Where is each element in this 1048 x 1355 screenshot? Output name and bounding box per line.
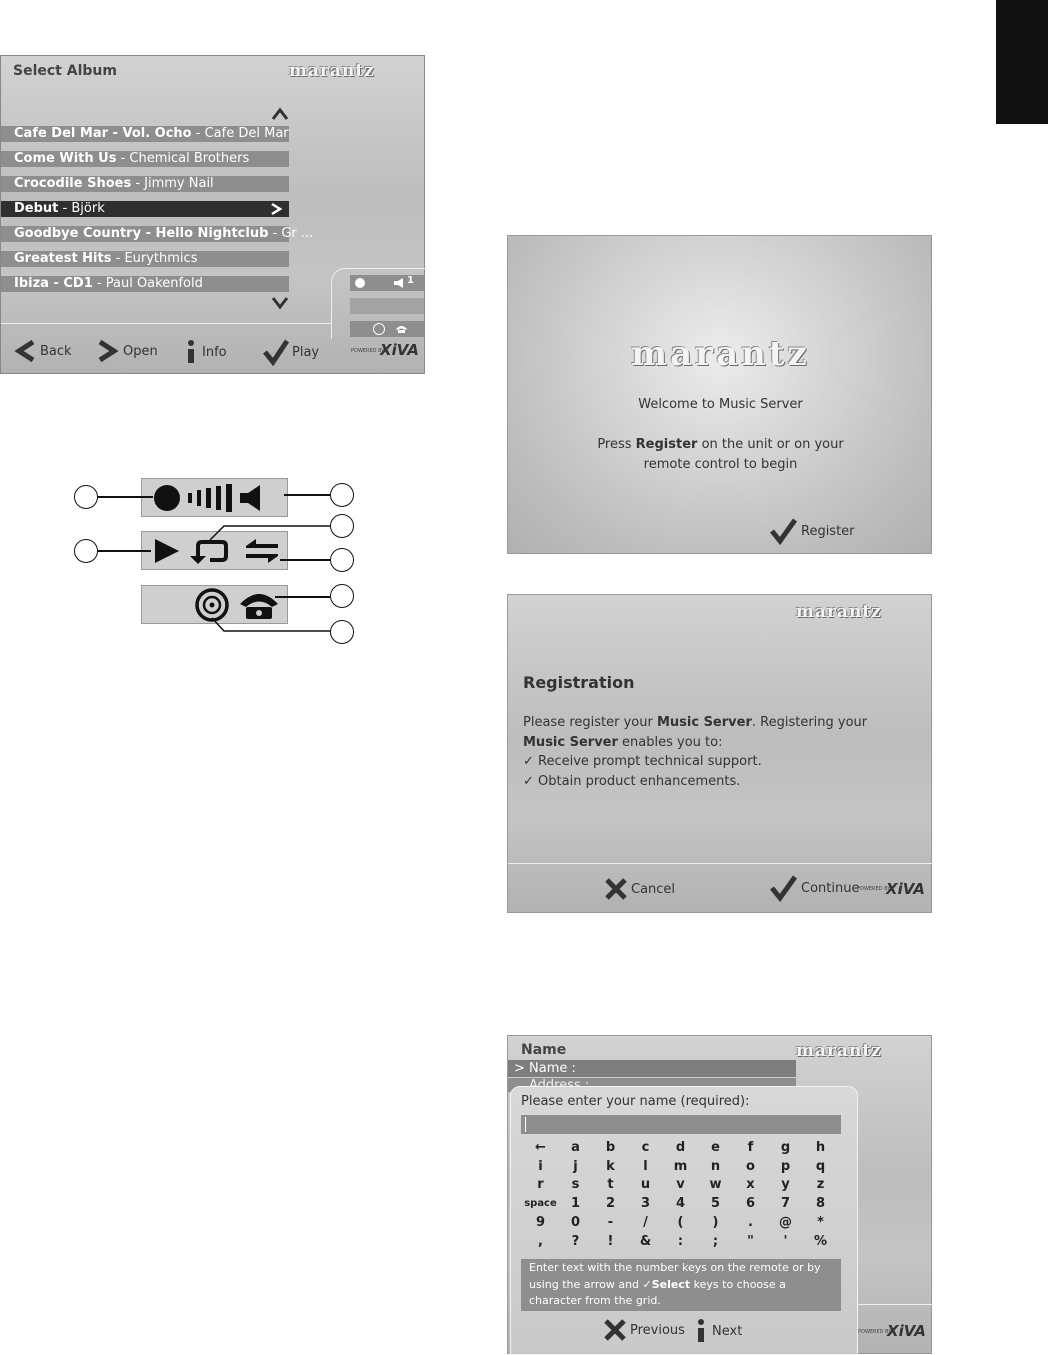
album-list-item[interactable]: Goodbye Country - Hello Nightclub - Gr ... [1, 226, 289, 242]
marantz-logo: marantz [796, 1041, 882, 1061]
key-character[interactable]: s [571, 1177, 580, 1192]
dialog-prompt: Please enter your name (required): [521, 1094, 750, 1109]
key-character[interactable]: x [746, 1177, 755, 1192]
selected-chevron-icon: > [514, 1061, 530, 1076]
instruction-line-2: remote control to begin [643, 457, 798, 472]
selected-chevron-right-icon [269, 203, 283, 215]
cross-icon [603, 1318, 627, 1342]
instruction-line: Press Register on the unit or on your [597, 437, 844, 452]
key-character[interactable]: q [815, 1159, 826, 1174]
open-arrow-icon [96, 339, 120, 363]
callout-line [280, 559, 330, 561]
keyboard-dialog [510, 1086, 858, 1355]
status-bar-playback [350, 275, 424, 291]
key-character[interactable]: , [538, 1234, 543, 1249]
menu-item-name[interactable]: > Name : [508, 1060, 796, 1077]
key-character[interactable]: 9 [535, 1215, 546, 1230]
key-character[interactable]: z [816, 1177, 825, 1192]
next-softkey[interactable]: Next [693, 1318, 742, 1344]
key-character[interactable]: c [641, 1140, 650, 1155]
key-character[interactable]: " [747, 1234, 754, 1249]
benefit-item: ✓ Obtain product enhancements. [523, 774, 741, 789]
album-list-item[interactable]: Crocodile Shoes - Jimmy Nail [1, 176, 289, 192]
album-list-item-selected[interactable]: Debut - Björk [1, 201, 289, 217]
select-check-icon: ✓ [642, 1277, 652, 1291]
xiva-logo: XiVA [380, 341, 419, 359]
key-character[interactable]: h [815, 1140, 826, 1155]
key-character[interactable]: e [711, 1140, 720, 1155]
status-bar-system [350, 321, 424, 337]
album-list-item[interactable]: Come With Us - Chemical Brothers [1, 151, 289, 167]
softkey-divider [858, 1304, 933, 1305]
key-character[interactable]: u [640, 1177, 651, 1192]
open-softkey[interactable]: Open [96, 339, 158, 363]
checkmark-icon [770, 518, 798, 544]
scroll-up-icon[interactable] [271, 107, 289, 121]
cancel-softkey[interactable]: Cancel [604, 877, 675, 901]
registration-screen [507, 594, 932, 913]
xiva-logo: XiVA [886, 880, 925, 898]
powered-by-label: POWERED BY [858, 1329, 892, 1335]
key-character[interactable]: w [709, 1177, 722, 1192]
key-character[interactable]: j [573, 1159, 578, 1174]
key-character[interactable]: a [571, 1140, 580, 1155]
status-bar-empty [350, 298, 424, 314]
key-character[interactable]: . [748, 1215, 753, 1230]
key-character[interactable]: ) [712, 1215, 719, 1230]
key-space[interactable]: space [524, 1198, 557, 1209]
callout-circle [330, 584, 354, 608]
checkmark-icon [770, 875, 798, 901]
key-character[interactable]: & [639, 1234, 652, 1249]
disc-icon [373, 323, 385, 335]
key-character[interactable]: i [538, 1159, 543, 1174]
marantz-logo-large: marantz [631, 334, 810, 374]
key-character[interactable]: t [607, 1177, 614, 1192]
continue-softkey[interactable]: Continue [770, 875, 859, 901]
play-softkey[interactable]: Play [263, 339, 319, 365]
callout-line [284, 494, 330, 496]
callout-circle [330, 514, 354, 538]
powered-by-label: POWERED BY [857, 886, 891, 892]
xiva-logo: XiVA [887, 1322, 926, 1340]
key-character[interactable]: 0 [570, 1215, 581, 1230]
key-character[interactable]: ? [571, 1234, 580, 1249]
key-character[interactable]: v [676, 1177, 685, 1192]
callout-line [98, 550, 151, 552]
key-character[interactable]: 5 [710, 1196, 721, 1211]
key-character[interactable]: 3 [640, 1196, 651, 1211]
key-character[interactable]: m [673, 1159, 688, 1174]
help-text-box: Enter text with the number keys on the remote or by using the arrow and ✓Select keys to choose a character from the grid. [521, 1259, 841, 1311]
previous-softkey[interactable]: Previous [603, 1318, 685, 1342]
benefit-item: ✓ Receive prompt technical support. [523, 754, 762, 769]
page-title: Registration [523, 673, 635, 692]
key-character[interactable]: g [780, 1140, 791, 1155]
callout-circle [330, 548, 354, 572]
key-character[interactable]: 6 [745, 1196, 756, 1211]
back-arrow-icon [13, 339, 37, 363]
callout-circle [74, 539, 98, 563]
softkey-divider [508, 863, 933, 864]
description-line-2: Music Server enables you to: [523, 735, 723, 750]
info-icon [183, 339, 199, 365]
key-character[interactable]: : [677, 1234, 684, 1249]
callout-circle [330, 620, 354, 644]
album-screen [0, 55, 425, 374]
key-character[interactable]: 1 [570, 1196, 581, 1211]
powered-by-label: POWERED BY [351, 348, 385, 354]
key-character[interactable]: 8 [815, 1196, 826, 1211]
key-character[interactable]: ; [712, 1234, 719, 1249]
name-entry-screen [507, 1035, 932, 1354]
key-character[interactable]: b [605, 1140, 616, 1155]
cross-icon [604, 877, 628, 901]
speaker-icon [394, 278, 406, 288]
callout-circle [74, 485, 98, 509]
key-character[interactable]: n [710, 1159, 721, 1174]
callout-line [200, 520, 332, 544]
key-character[interactable]: / [643, 1215, 648, 1230]
checkmark-icon [263, 339, 289, 365]
key-character[interactable]: * [817, 1215, 824, 1230]
key-character[interactable]: p [780, 1159, 791, 1174]
key-character[interactable]: r [537, 1177, 544, 1192]
section-tab [996, 0, 1048, 124]
callout-line [200, 610, 332, 636]
marantz-logo: marantz [796, 602, 882, 622]
character-grid [523, 1139, 843, 1254]
key-character[interactable]: % [813, 1234, 828, 1249]
scroll-down-icon[interactable] [271, 296, 289, 310]
key-character[interactable]: l [643, 1159, 648, 1174]
back-softkey[interactable]: Back [13, 339, 72, 363]
screen-title: Select Album [13, 63, 117, 79]
key-character[interactable]: 4 [675, 1196, 686, 1211]
register-softkey[interactable]: Register [770, 518, 855, 544]
key-character[interactable]: ! [607, 1234, 614, 1249]
legend-bar-playback [141, 478, 288, 517]
volume-level: 1 [407, 275, 414, 286]
key-character[interactable]: - [607, 1215, 614, 1230]
phone-icon [395, 324, 408, 334]
record-sound-icons [152, 483, 282, 513]
key-backspace[interactable]: ← [535, 1140, 546, 1155]
album-list-item[interactable]: Ibiza - CD1 - Paul Oakenfold [1, 276, 289, 292]
text-cursor [525, 1117, 526, 1132]
key-character[interactable]: ' [783, 1234, 788, 1249]
welcome-message: Welcome to Music Server [638, 397, 803, 412]
album-list-item[interactable]: Cafe Del Mar - Vol. Ocho - Cafe Del Mar [1, 126, 289, 142]
check-bullet-icon: ✓ [523, 774, 539, 789]
info-icon [693, 1318, 709, 1344]
key-character[interactable]: @ [779, 1215, 792, 1230]
name-input[interactable] [521, 1115, 841, 1134]
welcome-screen [507, 235, 932, 554]
description-line-1: Please register your Music Server. Registering your [523, 715, 868, 730]
marantz-logo: marantz [289, 61, 375, 81]
key-character[interactable]: o [746, 1159, 755, 1174]
key-character[interactable]: k [606, 1159, 615, 1174]
callout-line [275, 596, 330, 598]
key-character[interactable]: d [675, 1140, 686, 1155]
key-character[interactable]: 7 [780, 1196, 791, 1211]
key-character[interactable]: f [747, 1140, 754, 1155]
check-bullet-icon: ✓ [523, 754, 539, 769]
record-dot-icon [355, 278, 365, 288]
callout-line [98, 496, 153, 498]
callout-circle [330, 483, 354, 507]
key-character[interactable]: 2 [605, 1196, 616, 1211]
screen-title: Name [521, 1042, 567, 1058]
softkey-divider [1, 323, 331, 324]
key-character[interactable]: ( [677, 1215, 684, 1230]
key-character[interactable]: y [781, 1177, 790, 1192]
info-softkey[interactable]: Info [183, 339, 227, 365]
album-list-item[interactable]: Greatest Hits - Eurythmics [1, 251, 289, 267]
